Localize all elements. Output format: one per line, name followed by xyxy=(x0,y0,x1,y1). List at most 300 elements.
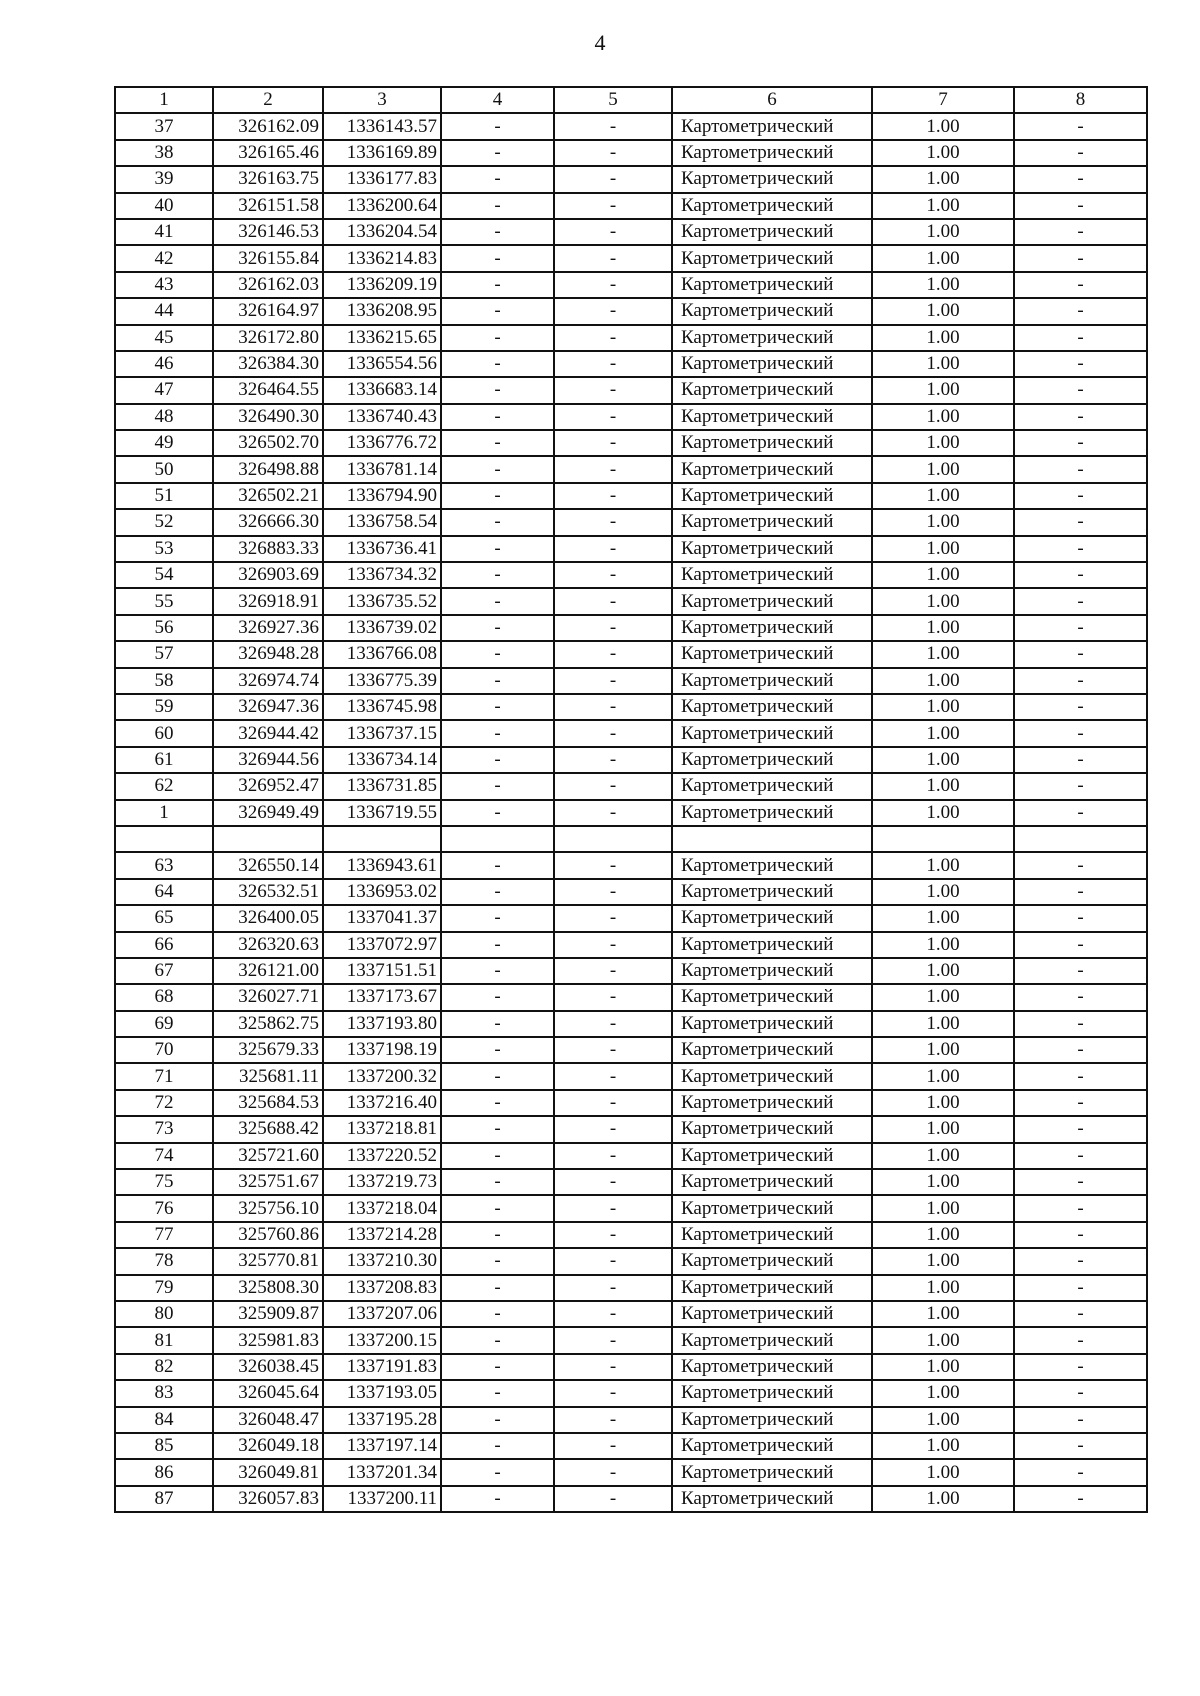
accuracy-cell: 1.00 xyxy=(872,113,1014,139)
x-coordinate-cell: 325688.42 xyxy=(213,1116,323,1142)
x-coordinate-cell: 325756.10 xyxy=(213,1195,323,1221)
table-row xyxy=(115,166,1147,192)
x-coordinate-cell: 326502.70 xyxy=(213,430,323,456)
table-row xyxy=(115,1433,1147,1459)
col5-cell: - xyxy=(554,245,672,271)
y-coordinate-cell: 1336719.55 xyxy=(323,800,441,826)
x-coordinate-cell: 326927.36 xyxy=(213,615,323,641)
col8-cell: - xyxy=(1014,984,1147,1010)
x-coordinate-cell: 325681.11 xyxy=(213,1063,323,1089)
col5-cell: - xyxy=(554,958,672,984)
col4-cell: - xyxy=(441,694,554,720)
col5-cell: - xyxy=(554,1275,672,1301)
accuracy-cell: 1.00 xyxy=(872,351,1014,377)
col5-cell: - xyxy=(554,377,672,403)
header-row xyxy=(115,87,1147,113)
col8-cell: - xyxy=(1014,958,1147,984)
y-coordinate-cell: 1336177.83 xyxy=(323,166,441,192)
x-coordinate-cell: 326550.14 xyxy=(213,852,323,878)
col4-cell: - xyxy=(441,1169,554,1195)
accuracy-cell: 1.00 xyxy=(872,509,1014,535)
accuracy-cell: 1.00 xyxy=(872,1248,1014,1274)
col8-cell: - xyxy=(1014,1275,1147,1301)
col5-cell: - xyxy=(554,1407,672,1433)
x-coordinate-cell: 326502.21 xyxy=(213,483,323,509)
table-row xyxy=(115,298,1147,324)
x-coordinate-cell: 326155.84 xyxy=(213,245,323,271)
point-number-cell: 78 xyxy=(115,1248,213,1274)
col5-cell: - xyxy=(554,932,672,958)
point-number-cell: 77 xyxy=(115,1222,213,1248)
table-row xyxy=(115,1486,1147,1512)
accuracy-cell: 1.00 xyxy=(872,668,1014,694)
method-cell: Картометрический xyxy=(672,905,872,931)
col4-cell: - xyxy=(441,509,554,535)
col5-cell: - xyxy=(554,509,672,535)
x-coordinate-cell: 325770.81 xyxy=(213,1248,323,1274)
method-cell: Картометрический xyxy=(672,456,872,482)
accuracy-cell: 1.00 xyxy=(872,325,1014,351)
col8-cell: - xyxy=(1014,1248,1147,1274)
point-number-cell: 80 xyxy=(115,1301,213,1327)
point-number-cell: 49 xyxy=(115,430,213,456)
accuracy-cell: 1.00 xyxy=(872,984,1014,1010)
table-row xyxy=(115,536,1147,562)
table-row xyxy=(115,826,1147,852)
x-coordinate-cell: 326049.81 xyxy=(213,1459,323,1485)
col4-cell: - xyxy=(441,1037,554,1063)
table-row xyxy=(115,1327,1147,1353)
col5-cell: - xyxy=(554,1486,672,1512)
y-coordinate-cell: 1336215.65 xyxy=(323,325,441,351)
point-number-cell: 48 xyxy=(115,404,213,430)
accuracy-cell: 1.00 xyxy=(872,1459,1014,1485)
point-number-cell: 69 xyxy=(115,1011,213,1037)
table-row xyxy=(115,1063,1147,1089)
x-coordinate-cell: 326172.80 xyxy=(213,325,323,351)
col5-cell: - xyxy=(554,272,672,298)
col5-cell: - xyxy=(554,483,672,509)
method-cell: Картометрический xyxy=(672,800,872,826)
y-coordinate-cell: 1337191.83 xyxy=(323,1354,441,1380)
point-number-cell: 45 xyxy=(115,325,213,351)
x-coordinate-cell: 325760.86 xyxy=(213,1222,323,1248)
col4-cell: - xyxy=(441,1433,554,1459)
point-number-cell: 76 xyxy=(115,1195,213,1221)
col4-cell: - xyxy=(441,1301,554,1327)
col8-cell: - xyxy=(1014,456,1147,482)
table-row xyxy=(115,1380,1147,1406)
method-cell: Картометрический xyxy=(672,166,872,192)
col4-cell: - xyxy=(441,562,554,588)
table-row xyxy=(115,905,1147,931)
col5-cell: - xyxy=(554,694,672,720)
accuracy-cell: 1.00 xyxy=(872,615,1014,641)
x-coordinate-cell: 326151.58 xyxy=(213,193,323,219)
accuracy-cell: 1.00 xyxy=(872,1063,1014,1089)
col8-cell: - xyxy=(1014,1380,1147,1406)
accuracy-cell: 1.00 xyxy=(872,1116,1014,1142)
y-coordinate-cell: 1336775.39 xyxy=(323,668,441,694)
x-coordinate-cell: 326949.49 xyxy=(213,800,323,826)
y-coordinate-cell: 1337208.83 xyxy=(323,1275,441,1301)
y-coordinate-cell: 1337151.51 xyxy=(323,958,441,984)
accuracy-cell: 1.00 xyxy=(872,272,1014,298)
accuracy-cell: 1.00 xyxy=(872,456,1014,482)
method-cell: Картометрический xyxy=(672,1169,872,1195)
col4-cell: - xyxy=(441,456,554,482)
col8-cell: - xyxy=(1014,483,1147,509)
header-cell: 6 xyxy=(672,87,872,113)
method-cell: Картометрический xyxy=(672,1433,872,1459)
table-row xyxy=(115,932,1147,958)
point-number-cell: 86 xyxy=(115,1459,213,1485)
y-coordinate-cell: 1337218.81 xyxy=(323,1116,441,1142)
col5-cell: - xyxy=(554,1433,672,1459)
accuracy-cell: 1.00 xyxy=(872,1327,1014,1353)
col4-cell: - xyxy=(441,1116,554,1142)
point-number-cell: 63 xyxy=(115,852,213,878)
y-coordinate-cell: 1337201.34 xyxy=(323,1459,441,1485)
col5-cell: - xyxy=(554,140,672,166)
col5-cell: - xyxy=(554,1037,672,1063)
accuracy-cell: 1.00 xyxy=(872,1407,1014,1433)
point-number-cell: 46 xyxy=(115,351,213,377)
table-row xyxy=(115,1222,1147,1248)
y-coordinate-cell: 1336734.32 xyxy=(323,562,441,588)
col8-cell: - xyxy=(1014,1116,1147,1142)
col8-cell: - xyxy=(1014,1301,1147,1327)
accuracy-cell: 1.00 xyxy=(872,1301,1014,1327)
col4-cell: - xyxy=(441,879,554,905)
method-cell: Картометрический xyxy=(672,747,872,773)
x-coordinate-cell: 326947.36 xyxy=(213,694,323,720)
y-coordinate-cell: 1337200.32 xyxy=(323,1063,441,1089)
accuracy-cell: 1.00 xyxy=(872,298,1014,324)
col8-cell: - xyxy=(1014,562,1147,588)
table-header xyxy=(115,87,1147,113)
accuracy-cell: 1.00 xyxy=(872,588,1014,614)
col4-cell: - xyxy=(441,140,554,166)
x-coordinate-cell xyxy=(213,826,323,852)
point-number-cell: 87 xyxy=(115,1486,213,1512)
x-coordinate-cell: 326048.47 xyxy=(213,1407,323,1433)
col5-cell: - xyxy=(554,588,672,614)
method-cell: Картометрический xyxy=(672,1354,872,1380)
accuracy-cell: 1.00 xyxy=(872,1195,1014,1221)
table-row xyxy=(115,272,1147,298)
method-cell: Картометрический xyxy=(672,932,872,958)
x-coordinate-cell: 326121.00 xyxy=(213,958,323,984)
accuracy-cell: 1.00 xyxy=(872,747,1014,773)
x-coordinate-cell: 325679.33 xyxy=(213,1037,323,1063)
point-number-cell: 38 xyxy=(115,140,213,166)
accuracy-cell: 1.00 xyxy=(872,562,1014,588)
col4-cell: - xyxy=(441,483,554,509)
method-cell: Картометрический xyxy=(672,1011,872,1037)
col5-cell: - xyxy=(554,113,672,139)
table-row xyxy=(115,668,1147,694)
col8-cell xyxy=(1014,826,1147,852)
method-cell: Картометрический xyxy=(672,1195,872,1221)
accuracy-cell: 1.00 xyxy=(872,1275,1014,1301)
col5-cell: - xyxy=(554,615,672,641)
col5-cell: - xyxy=(554,1090,672,1116)
y-coordinate-cell: 1337220.52 xyxy=(323,1143,441,1169)
header-cell: 3 xyxy=(323,87,441,113)
accuracy-cell: 1.00 xyxy=(872,193,1014,219)
y-coordinate-cell: 1336740.43 xyxy=(323,404,441,430)
point-number-cell: 74 xyxy=(115,1143,213,1169)
accuracy-cell: 1.00 xyxy=(872,852,1014,878)
col4-cell: - xyxy=(441,773,554,799)
col8-cell: - xyxy=(1014,509,1147,535)
table-row xyxy=(115,219,1147,245)
col8-cell: - xyxy=(1014,1459,1147,1485)
x-coordinate-cell: 326532.51 xyxy=(213,879,323,905)
x-coordinate-cell: 326320.63 xyxy=(213,932,323,958)
col8-cell: - xyxy=(1014,932,1147,958)
header-cell: 8 xyxy=(1014,87,1147,113)
accuracy-cell xyxy=(872,826,1014,852)
table-row xyxy=(115,1354,1147,1380)
y-coordinate-cell: 1337195.28 xyxy=(323,1407,441,1433)
accuracy-cell: 1.00 xyxy=(872,694,1014,720)
accuracy-cell: 1.00 xyxy=(872,800,1014,826)
y-coordinate-cell: 1337197.14 xyxy=(323,1433,441,1459)
col8-cell: - xyxy=(1014,1063,1147,1089)
y-coordinate-cell: 1336766.08 xyxy=(323,641,441,667)
col5-cell: - xyxy=(554,720,672,746)
table-row xyxy=(115,641,1147,667)
method-cell: Картометрический xyxy=(672,298,872,324)
coordinates-table xyxy=(114,86,1148,1513)
x-coordinate-cell: 326948.28 xyxy=(213,641,323,667)
col8-cell: - xyxy=(1014,1433,1147,1459)
y-coordinate-cell: 1336943.61 xyxy=(323,852,441,878)
point-number-cell xyxy=(115,826,213,852)
x-coordinate-cell: 326049.18 xyxy=(213,1433,323,1459)
col5-cell: - xyxy=(554,298,672,324)
method-cell: Картометрический xyxy=(672,562,872,588)
col5-cell: - xyxy=(554,1301,672,1327)
point-number-cell: 56 xyxy=(115,615,213,641)
header-cell: 4 xyxy=(441,87,554,113)
accuracy-cell: 1.00 xyxy=(872,245,1014,271)
y-coordinate-cell: 1337207.06 xyxy=(323,1301,441,1327)
point-number-cell: 42 xyxy=(115,245,213,271)
x-coordinate-cell: 326045.64 xyxy=(213,1380,323,1406)
col5-cell xyxy=(554,826,672,852)
table-row xyxy=(115,1116,1147,1142)
point-number-cell: 85 xyxy=(115,1433,213,1459)
method-cell: Картометрический xyxy=(672,113,872,139)
method-cell: Картометрический xyxy=(672,615,872,641)
y-coordinate-cell: 1337214.28 xyxy=(323,1222,441,1248)
y-coordinate-cell: 1337041.37 xyxy=(323,905,441,931)
accuracy-cell: 1.00 xyxy=(872,1380,1014,1406)
col4-cell: - xyxy=(441,958,554,984)
col4-cell: - xyxy=(441,1407,554,1433)
col4-cell: - xyxy=(441,852,554,878)
method-cell: Картометрический xyxy=(672,1063,872,1089)
x-coordinate-cell: 325862.75 xyxy=(213,1011,323,1037)
point-number-cell: 47 xyxy=(115,377,213,403)
accuracy-cell: 1.00 xyxy=(872,1486,1014,1512)
accuracy-cell: 1.00 xyxy=(872,536,1014,562)
accuracy-cell: 1.00 xyxy=(872,932,1014,958)
accuracy-cell: 1.00 xyxy=(872,641,1014,667)
col4-cell: - xyxy=(441,1090,554,1116)
table-row xyxy=(115,615,1147,641)
col4-cell: - xyxy=(441,166,554,192)
y-coordinate-cell: 1337198.19 xyxy=(323,1037,441,1063)
method-cell: Картометрический xyxy=(672,377,872,403)
col5-cell: - xyxy=(554,1195,672,1221)
col4-cell: - xyxy=(441,404,554,430)
col8-cell: - xyxy=(1014,694,1147,720)
col4-cell: - xyxy=(441,536,554,562)
col4-cell: - xyxy=(441,1195,554,1221)
y-coordinate-cell: 1336739.02 xyxy=(323,615,441,641)
x-coordinate-cell: 326464.55 xyxy=(213,377,323,403)
method-cell: Картометрический xyxy=(672,404,872,430)
col4-cell: - xyxy=(441,615,554,641)
y-coordinate-cell: 1337200.11 xyxy=(323,1486,441,1512)
point-number-cell: 67 xyxy=(115,958,213,984)
point-number-cell: 53 xyxy=(115,536,213,562)
accuracy-cell: 1.00 xyxy=(872,483,1014,509)
accuracy-cell: 1.00 xyxy=(872,219,1014,245)
x-coordinate-cell: 326164.97 xyxy=(213,298,323,324)
y-coordinate-cell: 1336736.41 xyxy=(323,536,441,562)
table-row xyxy=(115,562,1147,588)
x-coordinate-cell: 326490.30 xyxy=(213,404,323,430)
method-cell: Картометрический xyxy=(672,483,872,509)
col4-cell: - xyxy=(441,1486,554,1512)
method-cell: Картометрический xyxy=(672,720,872,746)
x-coordinate-cell: 326944.42 xyxy=(213,720,323,746)
accuracy-cell: 1.00 xyxy=(872,404,1014,430)
method-cell: Картометрический xyxy=(672,1275,872,1301)
col4-cell: - xyxy=(441,1143,554,1169)
table-row xyxy=(115,720,1147,746)
col8-cell: - xyxy=(1014,1195,1147,1221)
col8-cell: - xyxy=(1014,1169,1147,1195)
point-number-cell: 71 xyxy=(115,1063,213,1089)
col4-cell: - xyxy=(441,351,554,377)
point-number-cell: 61 xyxy=(115,747,213,773)
col8-cell: - xyxy=(1014,377,1147,403)
point-number-cell: 1 xyxy=(115,800,213,826)
col4-cell: - xyxy=(441,430,554,456)
col8-cell: - xyxy=(1014,773,1147,799)
col8-cell: - xyxy=(1014,615,1147,641)
col5-cell: - xyxy=(554,1063,672,1089)
method-cell: Картометрический xyxy=(672,1116,872,1142)
method-cell: Картометрический xyxy=(672,1327,872,1353)
col5-cell: - xyxy=(554,166,672,192)
method-cell: Картометрический xyxy=(672,1407,872,1433)
x-coordinate-cell: 326384.30 xyxy=(213,351,323,377)
point-number-cell: 81 xyxy=(115,1327,213,1353)
accuracy-cell: 1.00 xyxy=(872,720,1014,746)
table-row xyxy=(115,193,1147,219)
col4-cell: - xyxy=(441,193,554,219)
table-row xyxy=(115,1169,1147,1195)
method-cell: Картометрический xyxy=(672,325,872,351)
col8-cell: - xyxy=(1014,272,1147,298)
table-row xyxy=(115,325,1147,351)
col4-cell: - xyxy=(441,588,554,614)
accuracy-cell: 1.00 xyxy=(872,1169,1014,1195)
col5-cell: - xyxy=(554,1459,672,1485)
col4-cell: - xyxy=(441,1275,554,1301)
y-coordinate-cell: 1336737.15 xyxy=(323,720,441,746)
point-number-cell: 39 xyxy=(115,166,213,192)
col4-cell: - xyxy=(441,747,554,773)
method-cell: Картометрический xyxy=(672,509,872,535)
method-cell: Картометрический xyxy=(672,1301,872,1327)
col5-cell: - xyxy=(554,351,672,377)
col8-cell: - xyxy=(1014,140,1147,166)
col8-cell: - xyxy=(1014,668,1147,694)
point-number-cell: 60 xyxy=(115,720,213,746)
method-cell: Картометрический xyxy=(672,668,872,694)
table-row xyxy=(115,1011,1147,1037)
col8-cell: - xyxy=(1014,588,1147,614)
x-coordinate-cell: 326666.30 xyxy=(213,509,323,535)
x-coordinate-cell: 326162.03 xyxy=(213,272,323,298)
method-cell: Картометрический xyxy=(672,193,872,219)
accuracy-cell: 1.00 xyxy=(872,879,1014,905)
col8-cell: - xyxy=(1014,351,1147,377)
point-number-cell: 66 xyxy=(115,932,213,958)
point-number-cell: 70 xyxy=(115,1037,213,1063)
table-row xyxy=(115,1301,1147,1327)
point-number-cell: 59 xyxy=(115,694,213,720)
table-row xyxy=(115,1090,1147,1116)
col4-cell: - xyxy=(441,377,554,403)
accuracy-cell: 1.00 xyxy=(872,773,1014,799)
method-cell: Картометрический xyxy=(672,1222,872,1248)
table-row xyxy=(115,588,1147,614)
y-coordinate-cell: 1336200.64 xyxy=(323,193,441,219)
col5-cell: - xyxy=(554,1248,672,1274)
col5-cell: - xyxy=(554,536,672,562)
col5-cell: - xyxy=(554,1116,672,1142)
col5-cell: - xyxy=(554,668,672,694)
col8-cell: - xyxy=(1014,1011,1147,1037)
accuracy-cell: 1.00 xyxy=(872,377,1014,403)
method-cell: Картометрический xyxy=(672,694,872,720)
table-row xyxy=(115,879,1147,905)
x-coordinate-cell: 326883.33 xyxy=(213,536,323,562)
y-coordinate-cell: 1336745.98 xyxy=(323,694,441,720)
y-coordinate-cell: 1336214.83 xyxy=(323,245,441,271)
table-row xyxy=(115,430,1147,456)
y-coordinate-cell: 1337216.40 xyxy=(323,1090,441,1116)
method-cell: Картометрический xyxy=(672,958,872,984)
table-row xyxy=(115,483,1147,509)
col5-cell: - xyxy=(554,1143,672,1169)
table-row xyxy=(115,800,1147,826)
method-cell: Картометрический xyxy=(672,1459,872,1485)
x-coordinate-cell: 326400.05 xyxy=(213,905,323,931)
x-coordinate-cell: 325684.53 xyxy=(213,1090,323,1116)
col4-cell: - xyxy=(441,800,554,826)
accuracy-cell: 1.00 xyxy=(872,430,1014,456)
